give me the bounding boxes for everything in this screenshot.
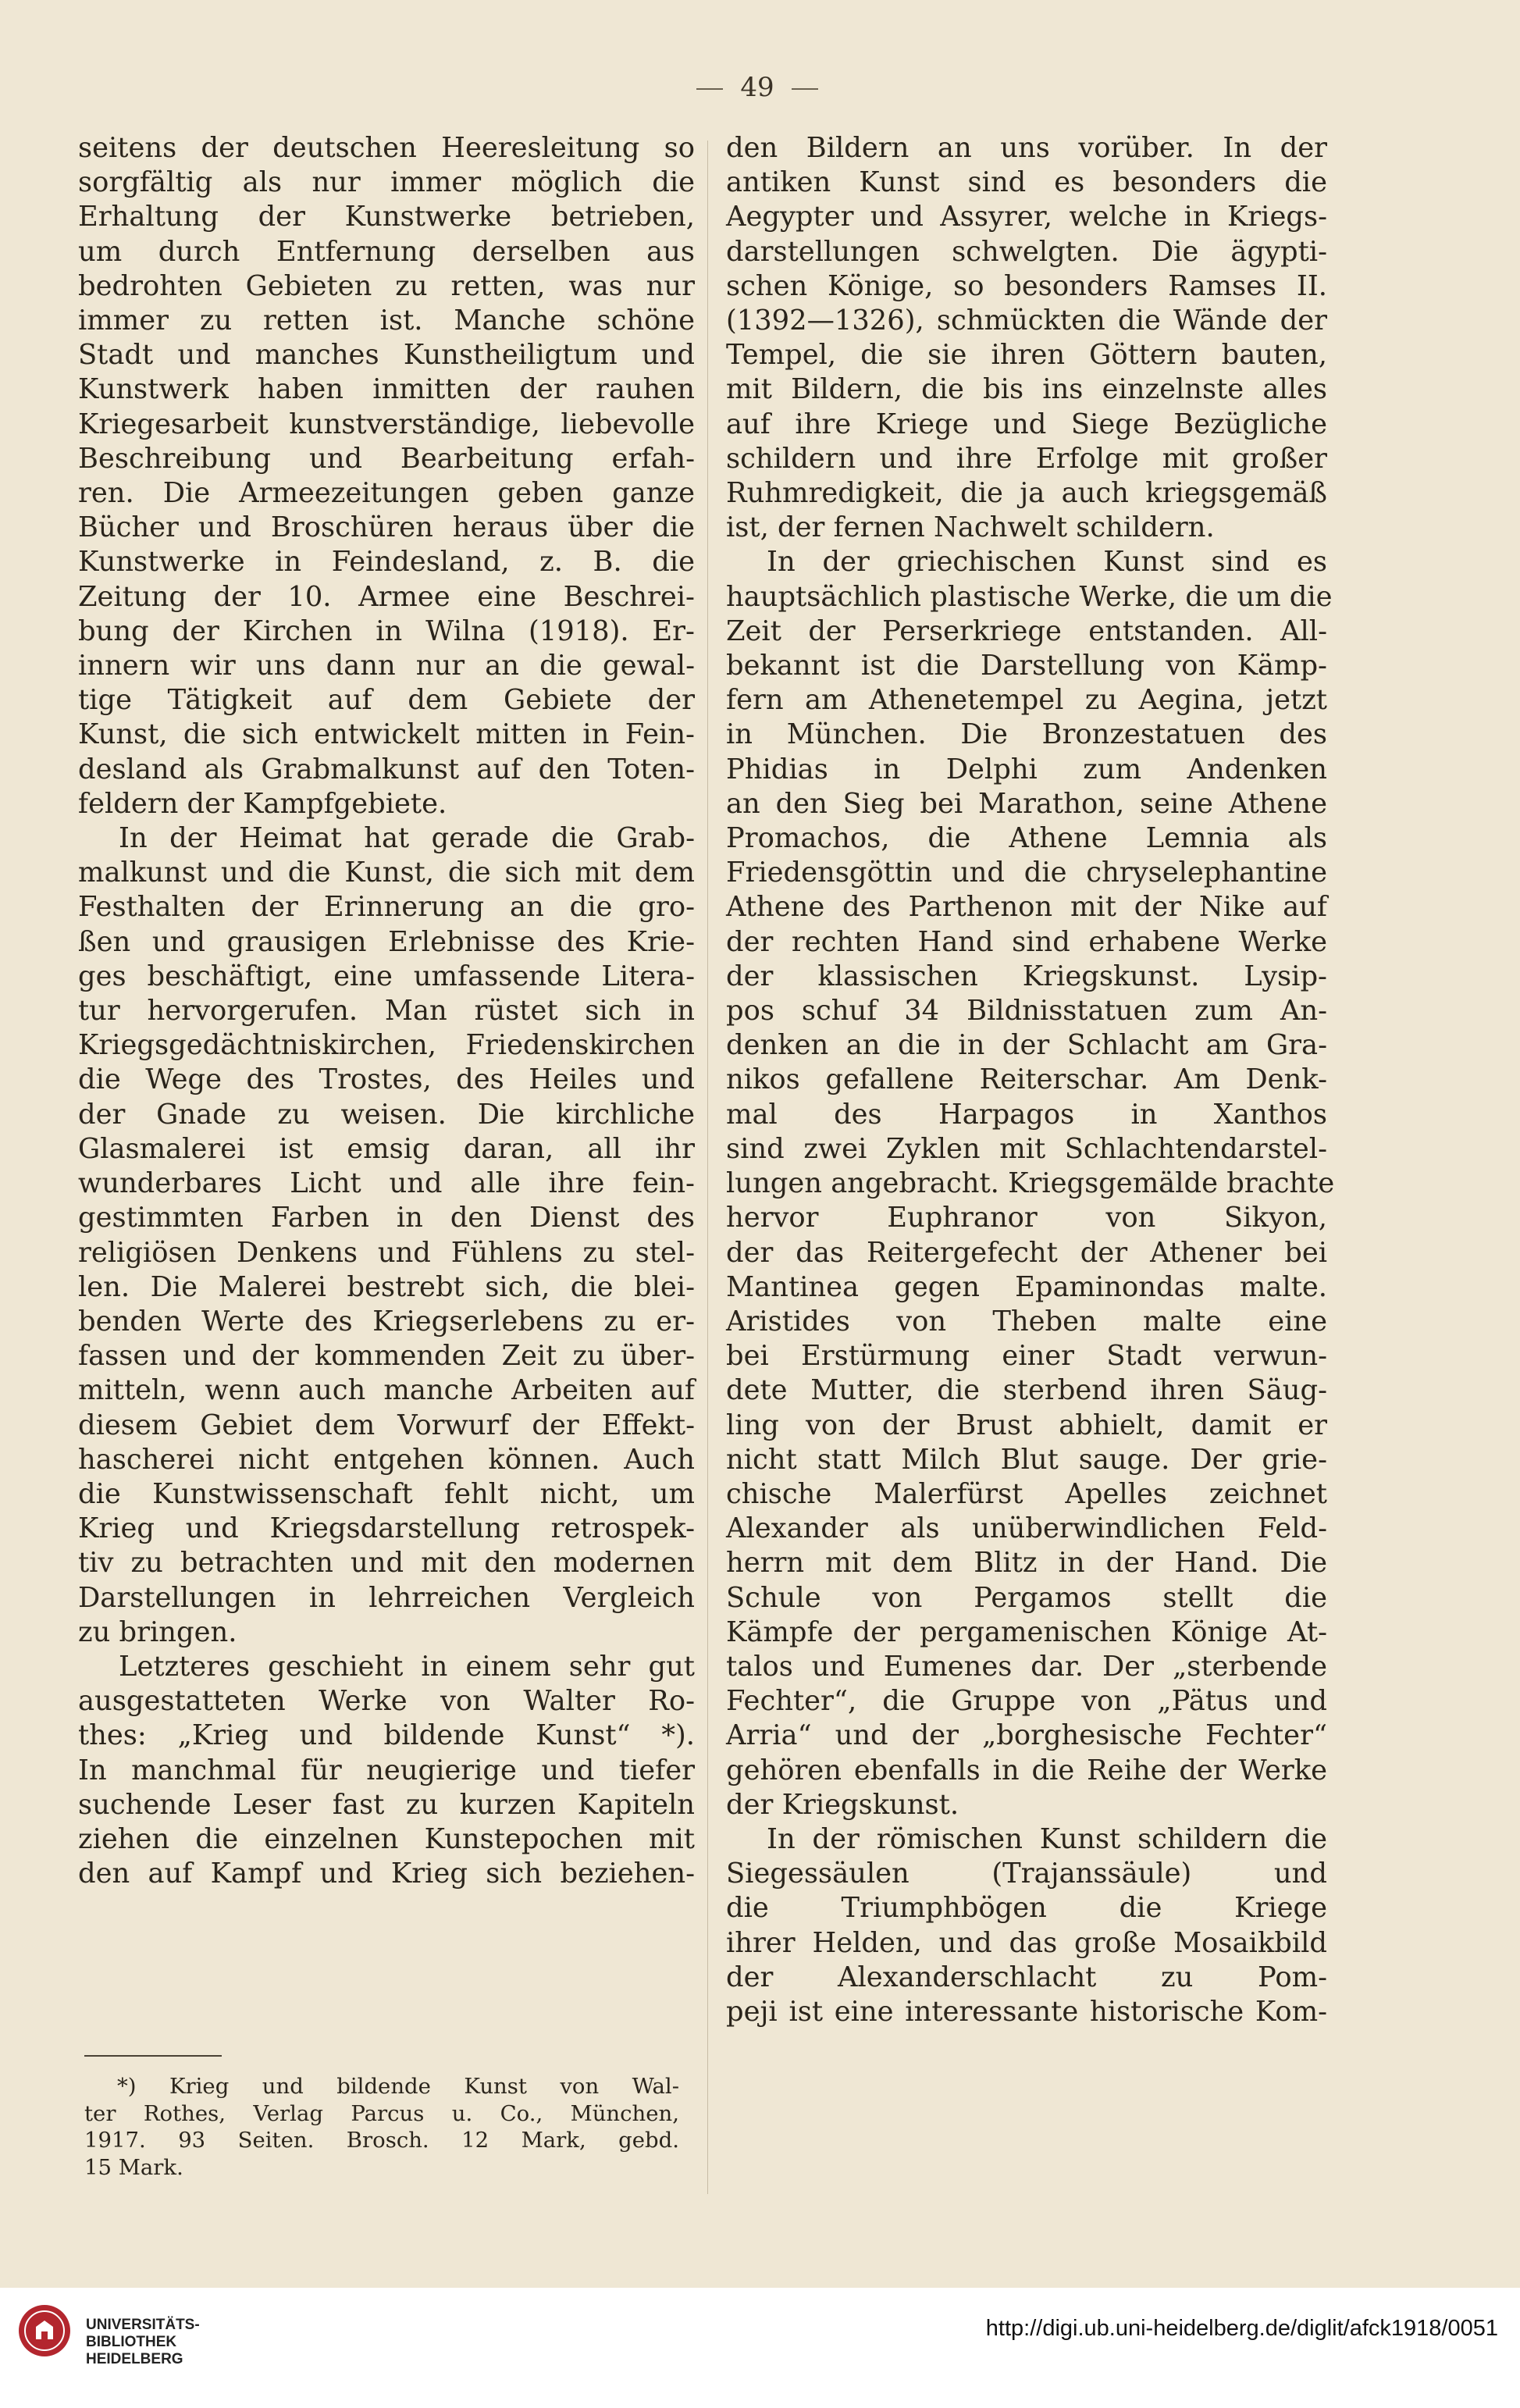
text-line: Alexander als unüberwindlichen Feld-: [726, 1512, 1327, 1545]
text-line: nicht statt Milch Blut sauge. Der grie-: [726, 1443, 1327, 1476]
text-line: bedrohten Gebieten zu retten, was nur: [78, 269, 695, 302]
text-line: peji ist eine interessante historische Kom-: [726, 1995, 1327, 2028]
text-line: Kunstwerke in Feindesland, z. B. die: [78, 546, 695, 579]
text-line: ling von der Brust abhielt, damit er: [726, 1409, 1327, 1441]
text-line: Aegypter und Assyrer, welche in Kriegs-: [726, 201, 1327, 233]
text-line: Erhaltung der Kunstwerke betrieben,: [78, 201, 695, 233]
text-line: malkunst und die Kunst, die sich mit dem: [78, 857, 695, 889]
page-number-dash-left: [696, 88, 723, 90]
text-line: 1917. 93 Seiten. Brosch. 12 Mark, gebd.: [84, 2128, 679, 2153]
text-line: bung der Kirchen in Wilna (1918). Er-: [78, 614, 695, 647]
text-line: auf ihre Kriege und Siege Bezügliche: [726, 408, 1327, 440]
text-line: 15 Mark.: [84, 2154, 183, 2180]
text-line: ren. Die Armeezeitungen geben ganze: [78, 477, 695, 510]
text-line: hervor Euphranor von Sikyon,: [726, 1202, 1327, 1234]
text-line: Stadt und manches Kunstheiligtum und: [78, 339, 695, 372]
university-seal-icon: [17, 2303, 72, 2358]
text-line: Friedensgöttin und die chryselephantine: [726, 857, 1327, 889]
text-line: denken an die in der Schlacht am Gra-: [726, 1029, 1327, 1062]
text-line: mal des Harpagos in Xanthos: [726, 1098, 1327, 1131]
text-line: In der Heimat hat gerade die Grab-: [119, 822, 695, 855]
text-line: Letzteres geschieht in einem sehr gut: [119, 1650, 695, 1683]
text-line: in München. Die Bronzestatuen des: [726, 718, 1327, 751]
text-line: mitteln, wenn auch manche Arbeiten auf: [78, 1374, 695, 1407]
text-line: herrn mit dem Blitz in der Hand. Die: [726, 1547, 1327, 1580]
text-line: antiken Kunst sind es besonders die: [726, 166, 1327, 199]
text-line: zu bringen.: [78, 1615, 237, 1648]
page-number-dash-right: [792, 88, 818, 90]
text-line: der das Reitergefecht der Athener bei: [726, 1236, 1327, 1269]
text-line: den Bildern an uns vorüber. In der: [726, 132, 1327, 164]
text-line: In der römischen Kunst schildern die: [767, 1822, 1327, 1855]
text-line: sind zwei Zyklen mit Schlachtendarstel-: [726, 1132, 1327, 1165]
text-line: an den Sieg bei Marathon, seine Athene: [726, 787, 1327, 820]
column-divider: [707, 141, 708, 2194]
text-line: hauptsächlich plastische Werke, die um die: [726, 580, 1333, 613]
text-line: bei Erstürmung einer Stadt verwun-: [726, 1340, 1327, 1373]
text-line: der Gnade zu weisen. Die kirchliche: [78, 1098, 695, 1131]
text-line: tiv zu betrachten und mit den modernen: [78, 1547, 695, 1580]
text-line: Phidias in Delphi zum Andenken: [726, 753, 1327, 785]
text-line: schen Könige, so besonders Ramses II.: [726, 269, 1327, 302]
text-line: chische Malerfürst Apelles zeichnet: [726, 1477, 1327, 1510]
text-line: der Kriegskunst.: [726, 1788, 959, 1821]
text-line: der Alexanderschlacht zu Pom-: [726, 1961, 1327, 1993]
left-text-column: [78, 131, 695, 1891]
text-line: Mantinea gegen Epaminondas malte.: [726, 1270, 1327, 1303]
text-line: die Triumphbögen die Kriege: [726, 1892, 1327, 1925]
text-line: Kunstwerk haben inmitten der rauhen: [78, 373, 695, 406]
text-line: In der griechischen Kunst sind es: [767, 546, 1327, 579]
text-line: der rechten Hand sind erhabene Werke: [726, 925, 1327, 958]
text-line: Darstellungen in lehrreichen Vergleich: [78, 1581, 695, 1614]
text-line: fassen und der kommenden Zeit zu über-: [78, 1340, 695, 1373]
source-url-link[interactable]: http://digi.ub.uni-heidelberg.de/diglit/afck1918/0051: [985, 2316, 1498, 2341]
text-line: fern am Athenetempel zu Aegina, jetzt: [726, 684, 1327, 717]
text-line: innern wir uns dann nur an die gewal-: [78, 650, 695, 682]
viewer-footer: [0, 2288, 1520, 2408]
text-line: talos und Eumenes dar. Der „sterbende: [726, 1650, 1327, 1683]
text-line: schildern und ihre Erfolge mit großer: [726, 442, 1327, 475]
text-line: pos schuf 34 Bildnisstatuen zum An-: [726, 995, 1327, 1028]
text-line: immer zu retten ist. Manche schöne: [78, 305, 695, 337]
text-line: suchende Leser fast zu kurzen Kapiteln: [78, 1788, 695, 1821]
text-line: bekannt ist die Darstellung von Kämp-: [726, 650, 1327, 682]
text-line: (1392—1326), schmückten die Wände der: [726, 305, 1327, 337]
text-line: ges beschäftigt, eine umfassende Litera-: [78, 960, 695, 992]
institution-line: UNIVERSITÄTS-: [86, 2317, 200, 2333]
text-line: seitens der deutschen Heeresleitung so: [78, 132, 695, 164]
footnote: [84, 2073, 679, 2181]
text-line: religiösen Denkens und Fühlens zu stel-: [78, 1236, 695, 1269]
text-line: nikos gefallene Reiterschar. Am Denk-: [726, 1063, 1327, 1096]
text-line: ausgestatteten Werke von Walter Ro-: [78, 1685, 695, 1718]
text-line: Kriegesarbeit kunstverständige, liebevolle: [78, 408, 695, 440]
text-line: hascherei nicht entgehen können. Auch: [78, 1443, 695, 1476]
text-line: Zeitung der 10. Armee eine Beschrei-: [78, 580, 695, 613]
institution-name: [86, 2317, 200, 2368]
text-line: ihrer Helden, und das große Mosaikbild: [726, 1926, 1327, 1959]
text-line: Festhalten der Erinnerung an die gro-: [78, 891, 695, 924]
text-line: dete Mutter, die sterbend ihren Säug-: [726, 1374, 1327, 1407]
text-line: Beschreibung und Bearbeitung erfah-: [78, 442, 695, 475]
text-line: tur hervorgerufen. Man rüstet sich in: [78, 995, 695, 1028]
text-line: Fechter“, die Gruppe von „Pätus und: [726, 1685, 1327, 1718]
text-line: sorgfältig als nur immer möglich die: [78, 166, 695, 199]
text-line: Glasmalerei ist emsig daran, all ihr: [78, 1132, 695, 1165]
right-text-column: [726, 131, 1335, 2029]
page-number: [593, 72, 921, 103]
text-line: benden Werte des Kriegserlebens zu er-: [78, 1305, 695, 1338]
text-line: gehören ebenfalls in die Reihe der Werke: [726, 1754, 1327, 1786]
text-line: die Kunstwissenschaft fehlt nicht, um: [78, 1477, 695, 1510]
text-line: ziehen die einzelnen Kunstepochen mit: [78, 1822, 695, 1855]
text-line: Schule von Pergamos stellt die: [726, 1581, 1327, 1614]
text-line: um durch Entfernung derselben aus: [78, 235, 695, 268]
text-line: Tempel, die sie ihren Göttern bauten,: [726, 339, 1327, 372]
text-line: In manchmal für neugierige und tiefer: [78, 1754, 695, 1786]
text-line: feldern der Kampfgebiete.: [78, 787, 447, 820]
text-line: Arria“ und der „borghesische Fechter“: [726, 1719, 1327, 1752]
text-line: len. Die Malerei bestrebt sich, die blei-: [78, 1270, 695, 1303]
text-line: darstellungen schwelgten. Die ägypti-: [726, 235, 1327, 268]
institution-line: HEIDELBERG: [86, 2351, 183, 2367]
text-line: Bücher und Broschüren heraus über die: [78, 511, 695, 544]
text-line: thes: „Krieg und bildende Kunst“ *).: [78, 1719, 695, 1752]
text-line: diesem Gebiet dem Vorwurf der Effekt-: [78, 1409, 695, 1441]
text-line: Kämpfe der pergamenischen Könige At-: [726, 1615, 1327, 1648]
text-line: ßen und grausigen Erlebnisse des Krie-: [78, 925, 695, 958]
text-line: Siegessäulen (Trajanssäule) und: [726, 1858, 1327, 1890]
text-line: tige Tätigkeit auf dem Gebiete der: [78, 684, 695, 717]
text-line: wunderbares Licht und alle ihre fein-: [78, 1167, 695, 1200]
page-number-value: 49: [740, 72, 774, 103]
text-line: gestimmten Farben in den Dienst des: [78, 1202, 695, 1234]
text-line: Zeit der Perserkriege entstanden. All-: [726, 614, 1327, 647]
text-line: Promachos, die Athene Lemnia als: [726, 822, 1327, 855]
text-line: Kriegsgedächtniskirchen, Friedenskirchen: [78, 1029, 695, 1062]
text-line: *) Krieg und bildende Kunst von Wal-: [117, 2074, 679, 2099]
text-line: die Wege des Trostes, des Heiles und: [78, 1063, 695, 1096]
text-line: den auf Kampf und Krieg sich beziehen-: [78, 1858, 695, 1890]
text-line: Ruhmredigkeit, die ja auch kriegsgemäß: [726, 477, 1327, 510]
text-line: mit Bildern, die bis ins einzelnste alles: [726, 373, 1327, 406]
text-line: ist, der fernen Nachwelt schildern.: [726, 511, 1215, 544]
text-line: der klassischen Kriegskunst. Lysip-: [726, 960, 1327, 992]
footnote-rule: [84, 2055, 222, 2057]
text-line: Aristides von Theben malte eine: [726, 1305, 1327, 1338]
text-line: ter Rothes, Verlag Parcus u. Co., München,: [84, 2100, 679, 2126]
text-line: desland als Grabmalkunst auf den Toten-: [78, 753, 695, 785]
text-line: Athene des Parthenon mit der Nike auf: [726, 891, 1327, 924]
institution-line: BIBLIOTHEK: [86, 2334, 177, 2350]
text-line: Krieg und Kriegsdarstellung retrospek-: [78, 1512, 695, 1545]
text-line: lungen angebracht. Kriegsgemälde brachte: [726, 1167, 1335, 1200]
text-line: Kunst, die sich entwickelt mitten in Fein-: [78, 718, 695, 751]
